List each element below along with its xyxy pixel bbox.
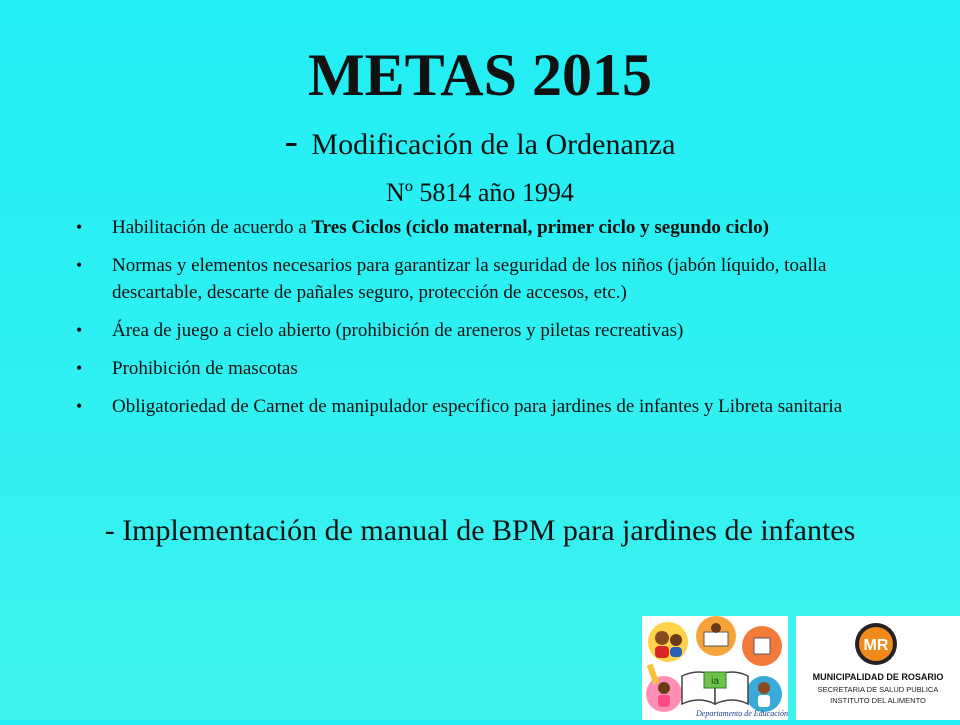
education-department-logo xyxy=(642,616,788,720)
bullet-text: Prohibición de mascotas xyxy=(112,358,298,379)
implementation-goal: - Implementación de manual de BPM para jardines de infantes xyxy=(104,514,856,547)
bullet-icon: • xyxy=(76,358,83,378)
bullet-icon: • xyxy=(76,320,83,340)
education-caption: Departamento de Educación xyxy=(696,709,788,718)
requirements-list xyxy=(76,214,896,431)
list-item xyxy=(76,355,896,382)
bullet-text: Área de juego a cielo abierto (prohibición de areneros y piletas recreativas) xyxy=(112,320,684,341)
bullet-icon: • xyxy=(76,255,83,275)
bullet-icon: • xyxy=(76,396,83,416)
subtitle-dash: - xyxy=(284,118,298,163)
mr-logo-graphic xyxy=(796,616,960,720)
bullet-text-bold: Tres Ciclos (ciclo maternal, primer ciclo y segundo ciclo) xyxy=(311,217,769,238)
list-item xyxy=(76,214,896,241)
list-item xyxy=(76,393,896,420)
list-item xyxy=(76,317,896,344)
education-logo-graphic xyxy=(642,616,788,720)
bullet-text: Habilitación de acuerdo a xyxy=(112,217,312,238)
slide-subtitle xyxy=(0,118,960,164)
slide-title: METAS 2015 xyxy=(308,42,652,108)
secretariat-name: SECRETARIA DE SALUD PUBLICA xyxy=(817,685,939,694)
list-item xyxy=(76,252,896,306)
book-label: ia xyxy=(711,676,719,687)
municipality-name: MUNICIPALIDAD DE ROSARIO xyxy=(812,672,944,682)
mr-badge-text: MR xyxy=(863,637,889,654)
bullet-text: Normas y elementos necesarios para garantizar la seguridad de los niños (jabón líquido, toalla descartable, descarte de pañales seguro, protección de accesos, etc.) xyxy=(112,255,827,303)
subtitle-text: Modificación de la Ordenanza xyxy=(311,128,676,161)
bullet-icon: • xyxy=(76,217,83,237)
bullet-text: Obligatoriedad de Carnet de manipulador específico para jardines de infantes y Libreta sanitaria xyxy=(112,396,843,417)
institute-name: INSTITUTO DEL ALIMENTO xyxy=(830,696,926,705)
municipalidad-rosario-logo xyxy=(796,616,960,720)
ordinance-number: Nº 5814 año 1994 xyxy=(386,178,574,207)
